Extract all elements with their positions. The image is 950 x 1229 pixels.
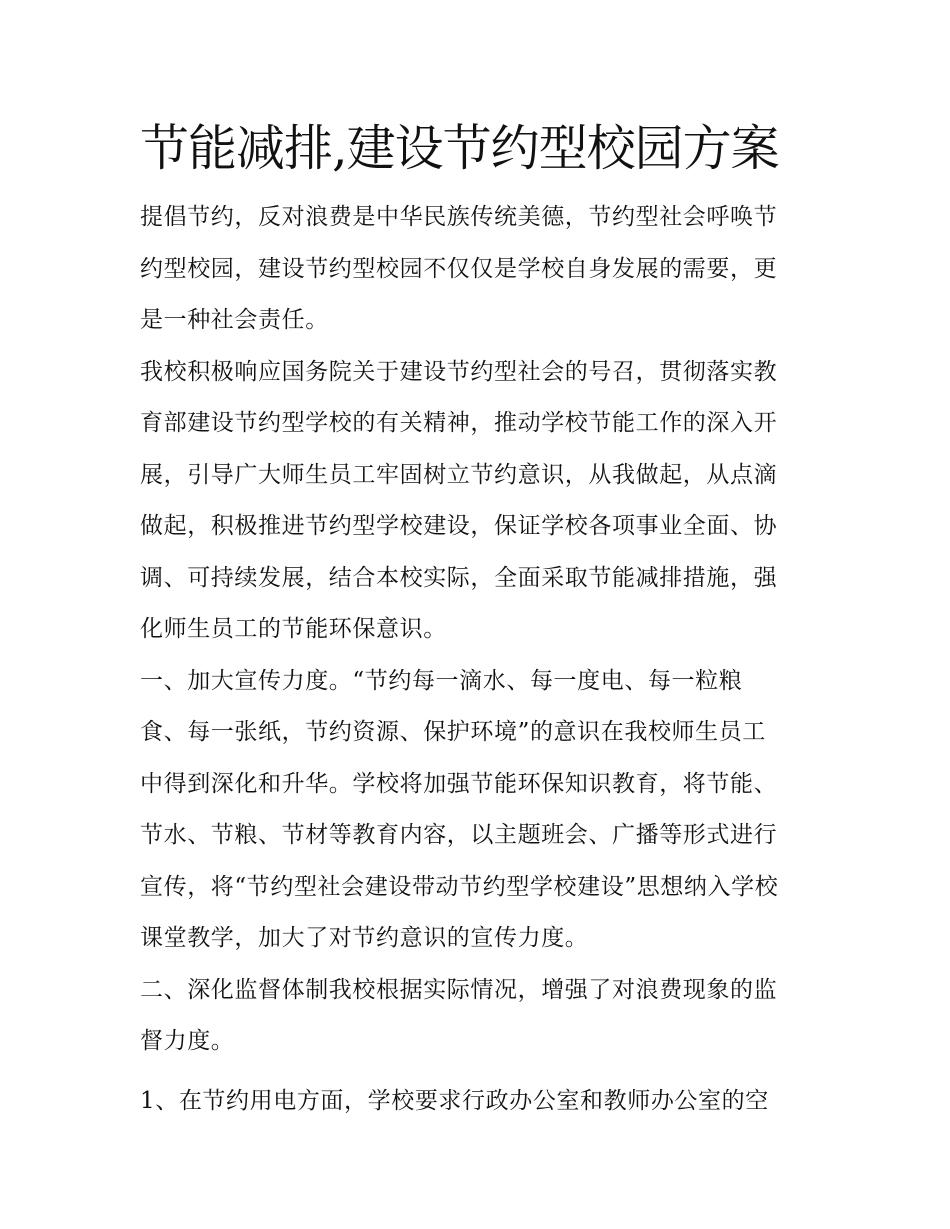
text-line: 提倡节约，反对浪费是中华民族传统美德，节约型社会呼唤节: [140, 204, 778, 230]
document-page: [140, 112, 816, 1127]
text-line: 督力度。: [140, 1028, 235, 1054]
text-line: 中得到深化和升华。学校将加强节能环保知识教育，将节能、: [140, 770, 778, 797]
text-line: 节水、节粮、节材等教育内容，以主题班会、广播等形式进行: [140, 822, 778, 848]
text-line: 宣传，将“节约型社会建设带动节约型学校建设”思想纳入学校: [140, 873, 779, 900]
text-line: 化师生员工的节能环保意识。: [140, 616, 447, 642]
text-line: 调、可持续发展，结合本校实际，全面采取节能减排措施，强: [140, 564, 778, 591]
text-line: 食、每一张纸，节约资源、保护环境”的意识在我校师生员工: [140, 719, 766, 745]
text-line: 育部建设节约型学校的有关精神，推动学校节能工作的深入开: [140, 410, 778, 436]
text-line: 是一种社会责任。: [140, 307, 329, 333]
text-line: 我校积极响应国务院关于建设节约型社会的号召，贯彻落实教: [140, 358, 778, 385]
text-line: 二、深化监督体制我校根据实际情况，增强了对浪费现象的监: [140, 976, 778, 1003]
text-line: 课堂教学，加大了对节约意识的宣传力度。: [140, 925, 589, 951]
text-line: 1、在节约用电方面，学校要求行政办公室和教师办公室的空: [140, 1087, 769, 1114]
document-title: 节能减排,建设节约型校园方案: [140, 120, 779, 177]
text-line: 约型校园，建设节约型校园不仅仅是学校自身发展的需要，更: [140, 255, 778, 282]
text-line: 展，引导广大师生员工牢固树立节约意识，从我做起，从点滴: [140, 461, 778, 488]
text-line: 一、加大宣传力度。“节约每一滴水、每一度电、每一粒粮: [140, 667, 743, 694]
text-line: 做起，积极推进节约型学校建设，保证学校各项事业全面、协: [140, 513, 778, 539]
